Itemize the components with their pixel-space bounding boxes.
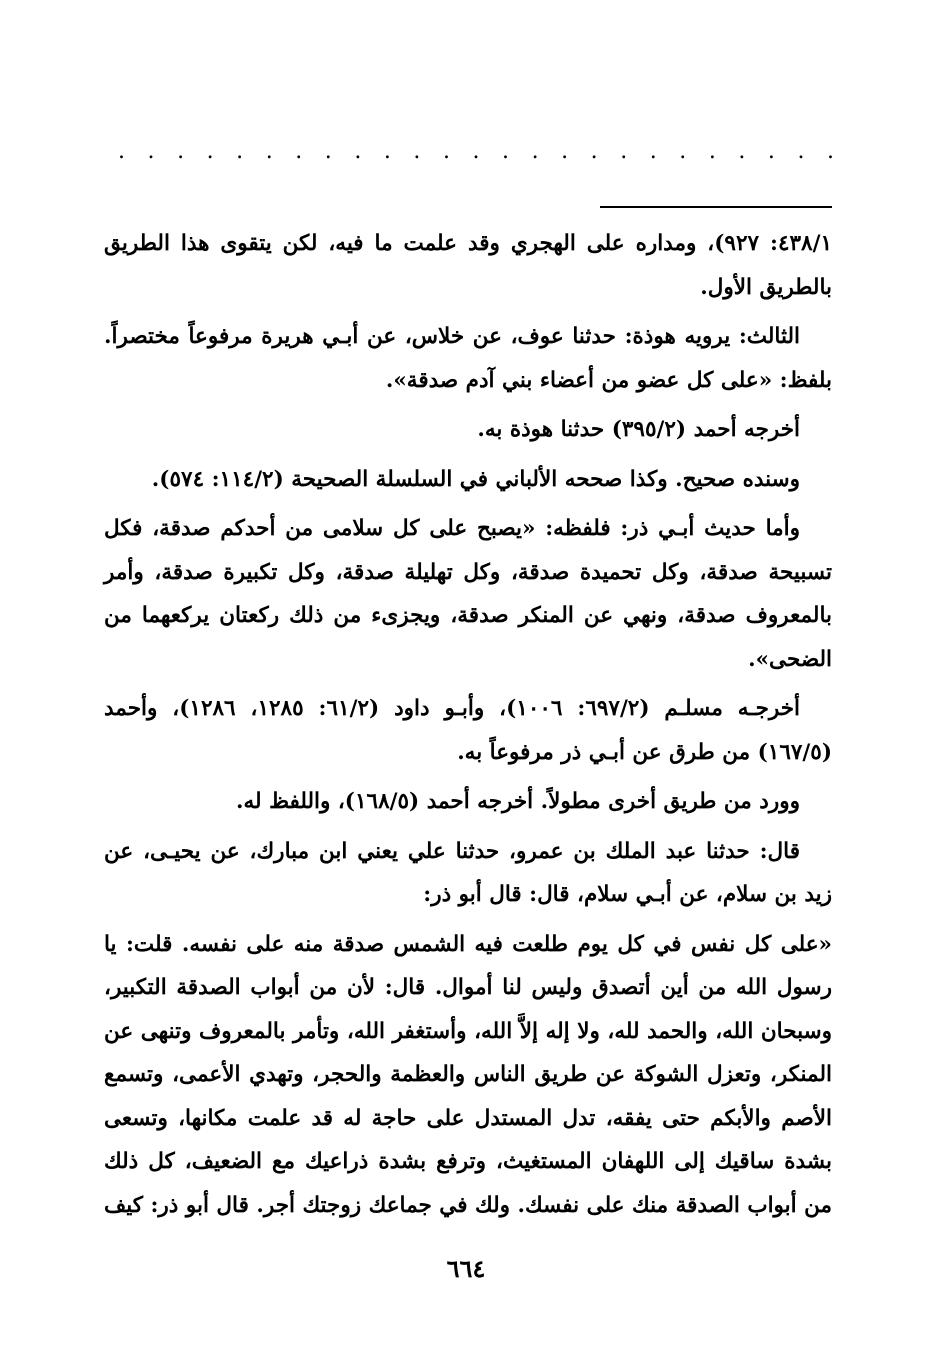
paragraph-long-route: وورد من طريق أخرى مطولاً. أخرجه أحمد (١٦٨/٥)، واللفظ له. <box>236 789 800 814</box>
paragraph-hadith-text: «على كل نفس في كل يوم طلعت فيه الشمس صدقة منه على نفسه. قلت: يا رسول الله من أين أتصدق وليس لنا أموال. قال: لأن من أبواب الصدقة التكبير، وسبحان الله، والحمد لله، ولا إله إلاَّ الله، وأستغفر الله، وتأمر بالمعروف وتنهى عن المنكر، وتعزل الشوكة عن طريق الناس والعظمة والحجر، وتهدي الأعمى، وتسمع الأصم والأبكم حتى يفقه، تدل المستدل على حاجة له قد علمت مكانها، وتسعى بشدة ساقيك إلى اللهفان المستغيث، وترفع بشدة ذراعيك مع الضعيف، كل ذلك من أبواب الصدقة منك على نفسك. ولك في جماعك زوجتك أجر. قال أبو ذر: كيف <box>104 931 832 1218</box>
paragraph-muslim-citation: أخرجـه مسلـم (٦٩٧/٢: ١٠٠٦)، وأبـو داود (٦١/٢: ١٢٨٥، ١٢٨٦)، وأحمد (١٦٧/٥) من طرق عن أبـي ذر مرفوعاً به. <box>104 696 832 765</box>
footnote-rule <box>600 206 832 208</box>
separator-dots: . . . . . . . . . . . . . . . . . . . . . . . . . <box>118 141 834 163</box>
paragraph-continuation: ٤٣٨/١: ٩٢٧)، ومداره على الهجري وقد علمت ما فيه، لكن يتقوى هذا الطريق بالطريق الأول. <box>104 231 832 300</box>
paragraph-isnad: قال: حدثنا عبد الملك بن عمرو، حدثنا علي يعني ابن مبارك، عن يحيـى، عن زيد بن سلام، عن أبـي سلام، قال: قال أبو ذر: <box>104 838 832 907</box>
page-number: ٦٦٤ <box>446 1254 486 1283</box>
paragraph-third-route: الثالث: يرويه هوذة: حدثنا عوف، عن خلاس، عن أبـي هريرة مرفوعاً مختصراً. بلفظ: «على كل عضو من أعضاء بني آدم صدقة». <box>104 324 832 393</box>
paragraph-ahmad-citation: أخرجه أحمد (٣٩٥/٢) حدثنا هوذة به. <box>477 417 800 442</box>
main-text <box>104 222 832 1233</box>
paragraph-chain-grading: وسنده صحيح. وكذا صححه الألباني في السلسلة الصحيحة (١١٤/٢: ٥٧٤). <box>151 466 800 492</box>
paragraph-abu-dharr-hadith: وأما حديث أبـي ذر: فلفظه: «يصبح على كل سلامى من أحدكم صدقة، فكل تسبيحة صدقة، وكل تحميدة صدقة، وكل تهليلة صدقة، وكل تكبيرة صدقة، وأمر بالمعروف صدقة، ونهي عن المنكر صدقة، ويجزىء من ذلك ركعتان يركعهما من الضحى». <box>104 516 832 672</box>
